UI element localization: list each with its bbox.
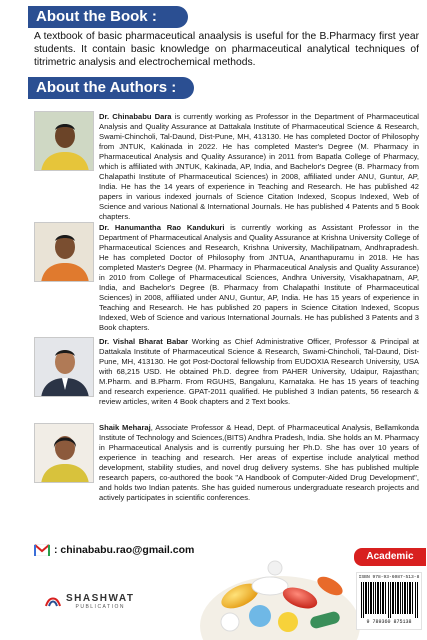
publisher-subtitle: PUBLICATION: [75, 603, 125, 610]
publisher-logo-icon: [44, 592, 62, 610]
author-bio-chinababu: [99, 112, 419, 222]
barcode-bars: [357, 580, 423, 618]
author-name: Dr. Hanumantha Rao Kandukuri: [99, 223, 225, 232]
about-book-text: A textbook of basic pharmaceutical anaalysis is useful for the B.Pharmacy first year students. It contain basic knowledge on pharmaceutical analytical techniques of titrimetric analysis and electrochemical methods.: [34, 31, 419, 68]
author-photo-hanumantha: [34, 222, 94, 282]
publisher-name: SHASHWAT: [66, 592, 135, 604]
about-book-heading: About the Book :: [28, 6, 188, 28]
gmail-icon: [34, 544, 50, 556]
author-bio-meharaj: [99, 423, 419, 503]
author-bio-vishal: [99, 337, 419, 407]
about-authors-heading: About the Authors :: [28, 77, 194, 99]
author-bio-text: is currently working as Professor in the Department of Pharmaceutical Analysis and Quality Assurance at Dattakala Institute of Pharmaceutical Science & Research, Swami-Chincholi, Tal-Daund, Dist-Pune, MH, 413130. He has completed Doctor of Philosophy from JNTUK, Kakinada in 2022. He has completed Master's Degree (M. Pharmacy in Pharmaceutical Analysis and Quality Assurance) in 2011 from Bapatla College of Pharmacy, which is affiliated with JNTUK, Kakinada, AP, India, and Bachelor's Degree (B. Pharmacy from Chalapathi Institute of Pharmaceutical Sciences) in 2008, affiliated under ANU, Guntur, AP, India. He has the 14 years of experience in Teaching and Research. He has published 42 papers in various indexed journals of Science Citation Indexed, Scopus Indexed, Web of Science and various National & International Journals. He has published 4 Patents and 5 Book chapters.: [99, 112, 419, 221]
academic-badge: Academic: [354, 548, 426, 566]
publisher-logo: [44, 592, 134, 610]
author-bio-text: is currently working as Assistant Professor in the Department of Pharmaceutical Analysis and Quality Assurance at Krishna University College of Pharmaceutical Sciences and Research, Krishna University, Machilipatnam, Andhrapradesh. He has completed Doctor of Philosophy from JNTUA, Ananthapuramu in 2018. He has completed Master's Degree (M. Pharmacy in Pharmaceutical Analysis and Quality Assurance) in 2010 from College of Pharmaceutical Sciences, Andhra University, Visakhapatnam, AP, India, and Bachelor's Degree (B. Pharmacy from Chalapathi Institute of Pharmaceutical Sciences) in 2008, affiliated under ANU, Guntur, AP, India. He has 15 years of experience in Teaching and Research. He has published 20 papers in Science Citation Indexed, Scopus Indexed, Web of Science and various International Journals. He has published 3 Patents and 3 Book chapters.: [99, 223, 420, 332]
author-photo-vishal: [34, 337, 94, 397]
author-bio-text: , Associate Professor & Head, Dept. of Pharmaceutical Analysis, Bellamkonda Institute of Technology and Sciences,(BITS) Andhra Pradesh, India. She holds an M. Pharmacy in Pharmaceutical Analysis and is currently pursuing her Ph.D. She has over 10 years of experience in teaching and research. Her areas of expertise include analytical method development, stability studies, and novel drug delivery systems. She has published multiple research papers, co-authored the book "A Handbook of Computer-Aided Drug Development", and holds two Indian patents. She has guided numerous undergraduate research projects and actively participates in scientific conferences.: [99, 423, 419, 502]
pills-illustration: [200, 556, 360, 640]
author-name: Dr. Chinababu Dara: [99, 112, 172, 121]
contact-email: : chinababu.rao@gmail.com: [54, 544, 195, 556]
contact-email-row: [34, 543, 194, 557]
author-photo-chinababu: [34, 111, 94, 171]
author-name: Dr. Vishal Bharat Babar: [99, 337, 189, 346]
author-bio-text: Working as Chief Administrative Officer, Professor & Principal at Dattakala Institute of Pharmaceutical Science & Research, Swami-Chincholi, Tal-Daund, Dist-Pune, MH, 413130. He got Post-Doctoral fellowship from EUDOXIA Research University, USA with 68,215 USD. He obtained Ph.D. degree from PAHER University, Udaipur, Rajasthan; M.Pharm. and B.Pharm. From RGUHS, Bangaluru, Karnataka. He has 15 years of teaching and research experience. GPAT-2011 qualified. He published 3 Indian patents, 56 research & review articles, writen 4 Book chapters and 2 Text books.: [99, 337, 419, 406]
barcode: [356, 572, 422, 630]
isbn-text: ISBN 978-93-6087-513-8: [358, 575, 420, 580]
author-bio-hanumantha: [99, 223, 419, 333]
author-photo-meharaj: [34, 423, 94, 483]
author-name: Shaik Meharaj: [99, 423, 151, 432]
barcode-number: 9 789360 875138: [366, 619, 412, 625]
